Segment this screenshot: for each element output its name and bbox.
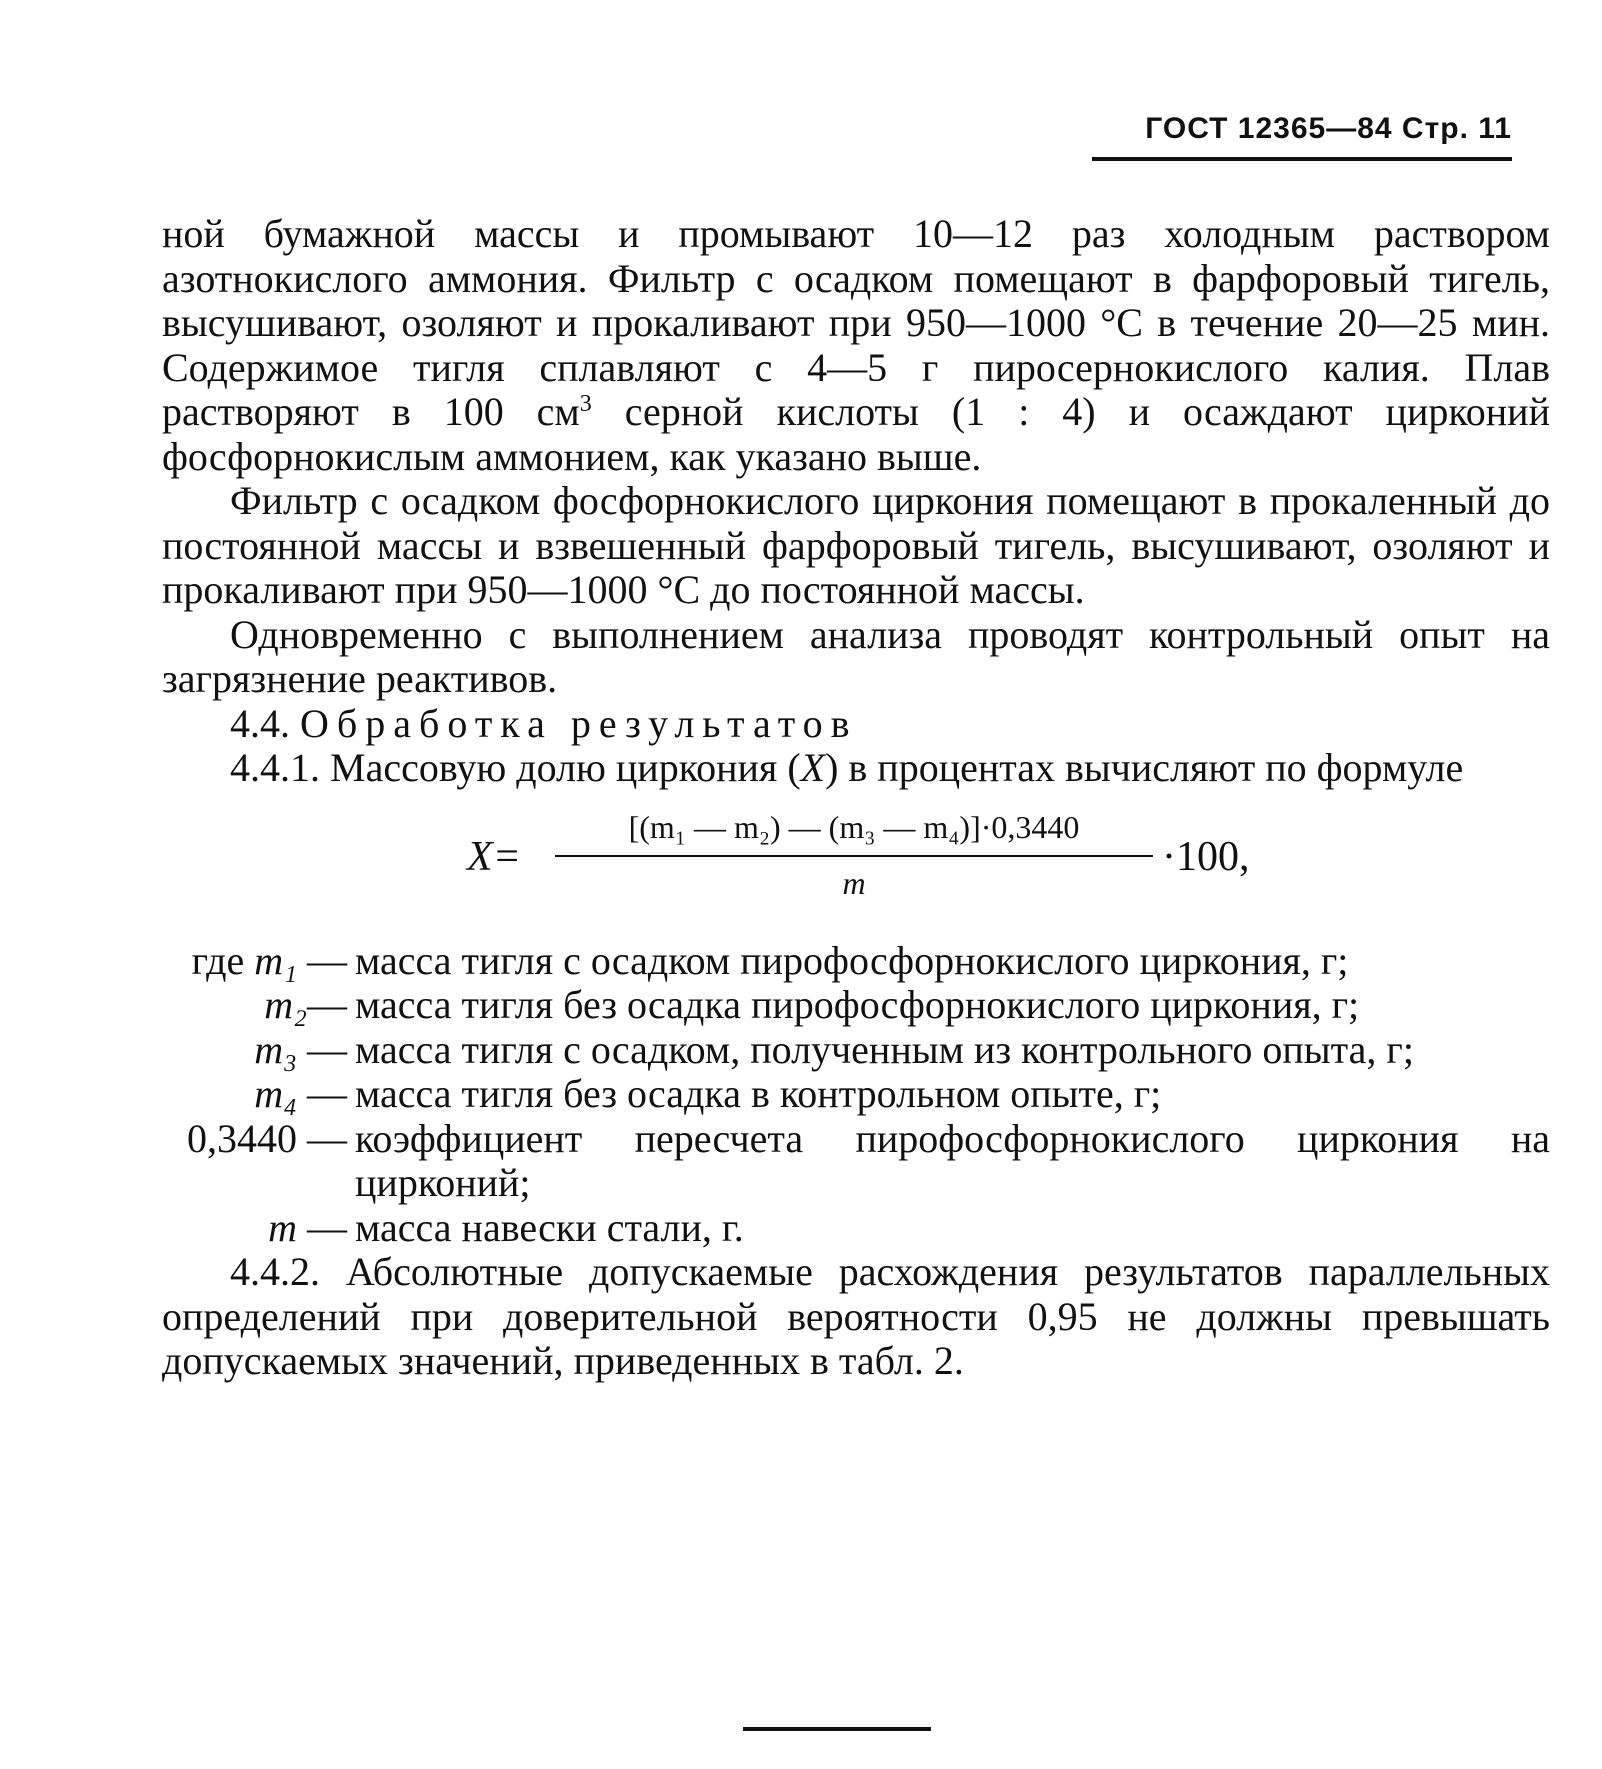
legend-symbol: m₂— (264, 982, 347, 1027)
legend-symbol: m₄ — (254, 1071, 347, 1116)
formula-numerator: [(m₁ — m₂) — (m₃ — m₄)]·0,3440 (628, 808, 1080, 845)
paragraph-1-text: ной бумажной массы и промывают 10—12 раз холодным раствором азотнокислого аммония. Фильтр с осадком помещают в фарфоровый тигель, высушивают, озоляют и прокаливают при 950—1000 °С в течение 20—25 мин. Содержимое тигля сплавляют с 4—5 г пиросернокислого калия. Плав растворяют в 100 см (162, 211, 1550, 434)
legend-definition: масса тигля без осадка пирофосфорнокислого циркония, г; (355, 982, 1360, 1027)
legend-item (162, 983, 1550, 1028)
legend-symbol: 0,3440 — (187, 1115, 347, 1161)
section-number: 4.4. (230, 700, 290, 746)
section-heading (162, 702, 1550, 747)
legend-definition: масса навески стали, г. (355, 1204, 744, 1250)
page-header (1145, 112, 1512, 146)
formula-denominator: m (842, 865, 866, 901)
paragraph-4-text: 4.4.1. Массовую долю циркония ( (230, 745, 801, 790)
paragraph-5: 4.4.2. Абсолютные допускаемые расхождения результатов параллельных определений при доверительной вероятности 0,95 не должны превышать допускаемых значений, приведенных в табл. 2. (162, 1249, 1550, 1383)
legend-intro: где (191, 937, 245, 983)
legend-item (162, 1028, 1550, 1073)
body-text (162, 212, 1550, 1384)
formula-fraction (555, 805, 1153, 906)
fraction-bar (555, 855, 1153, 857)
paragraph-3: Одновременно с выполнением анализа проводят контрольный опыт на загрязнение реактивов. (162, 611, 1550, 701)
legend-item (162, 1072, 1550, 1117)
paragraph-4 (162, 746, 1550, 791)
legend-symbol: где m₁ — (191, 937, 347, 983)
header-rule (1092, 157, 1512, 161)
standard-number: ГОСТ 12365—84 (1145, 112, 1393, 145)
formula (162, 805, 1550, 925)
variable-x: X (800, 745, 826, 790)
footer-rule (743, 1727, 931, 1731)
paragraph-2: Фильтр с осадком фосфорнокислого циркония помещают в прокаленный до постоянной массы и взвешенный фарфоровый тигель, высушивают, озоляют и прокаливают при 950—1000 °С до постоянной массы. (162, 478, 1550, 612)
legend-symbol: m₃ — (254, 1026, 347, 1072)
legend-definition: масса тигля без осадка в контрольном опыте, г; (355, 1071, 1162, 1116)
superscript-cm3: 3 (579, 391, 592, 417)
legend-symbol: m — (268, 1204, 347, 1250)
paragraph-4-tail: ) в процентах вычисляют по формуле (825, 745, 1464, 790)
formula-multiplier: ·100, (1162, 833, 1250, 880)
legend-definition: коэффициент пересчета пирофосфорнокислого циркония на цирконий; (355, 1115, 1550, 1205)
legend-item (162, 939, 1550, 984)
legend-item (162, 1117, 1550, 1206)
section-title: Обработка результатов (300, 700, 858, 746)
legend-definition: масса тигля с осадком пирофосфорнокислого циркония, г; (355, 937, 1349, 983)
legend-definition: масса тигля с осадком, полученным из контрольного опыта, г; (355, 1026, 1414, 1072)
paragraph-1 (162, 212, 1550, 479)
legend-item (162, 1206, 1550, 1251)
page-number: Стр. 11 (1401, 112, 1512, 145)
formula-lhs: X= (467, 833, 521, 880)
paragraph-1-tail: серной кислоты (1 : 4) и осаждают цирконий фосфорнокислым аммонием, как указано выше. (162, 389, 1550, 479)
variable-legend (162, 939, 1550, 1251)
